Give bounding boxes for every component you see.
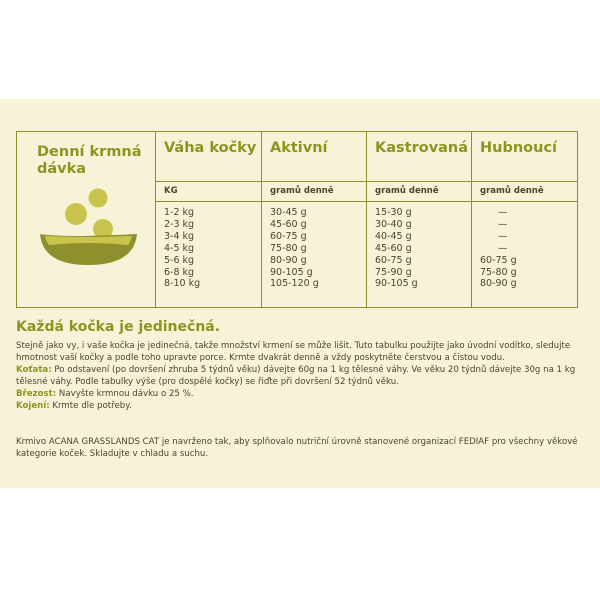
unit-active: gramů denně (262, 182, 367, 202)
header-active: Aktivní (262, 132, 367, 182)
cell: — (498, 218, 508, 230)
kittens-label: Koťata: (16, 365, 52, 375)
cell: 105-120 g (270, 278, 319, 290)
column-weight-loss (472, 202, 578, 308)
cell: 90-105 g (375, 278, 418, 290)
cell: 60-75 g (480, 254, 517, 266)
cell: 40-45 g (375, 230, 412, 242)
cell: 45-60 g (375, 242, 412, 254)
cell: 2-3 kg (164, 218, 195, 230)
cell: 4-5 kg (164, 242, 195, 254)
headline: Každá kočka je jedinečná. (16, 319, 221, 335)
cell: 75-80 g (270, 242, 307, 254)
cell: 30-45 g (270, 207, 307, 218)
header-neutered: Kastrovaná (367, 132, 472, 182)
cell: 80-90 g (270, 254, 307, 266)
unit-weight-loss: gramů denně (472, 182, 578, 202)
feeding-guide-panel (0, 99, 600, 488)
cell: 3-4 kg (164, 230, 195, 242)
column-active (262, 202, 367, 308)
header-weight: Váha kočky (156, 132, 262, 182)
unit-neutered: gramů denně (367, 182, 472, 202)
cell: 60-75 g (375, 254, 412, 266)
table-title: Denní krmná dávka (37, 144, 142, 177)
lactation-paragraph (16, 401, 582, 413)
cell: 5-6 kg (164, 254, 195, 266)
cell: 80-90 g (480, 278, 517, 290)
pregnancy-label: Březost: (16, 389, 57, 399)
food-bowl-icon (39, 187, 139, 267)
cell: 6-8 kg (164, 266, 195, 278)
cell: 75-90 g (375, 266, 412, 278)
unit-weight: KG (156, 182, 262, 202)
header-weight-loss: Hubnoucí (472, 132, 578, 182)
cell: 90-105 g (270, 266, 313, 278)
feeding-table (16, 131, 578, 308)
column-neutered (367, 202, 472, 308)
cell: 1-2 kg (164, 207, 195, 218)
kittens-text: Po odstavení (po dovršení zhruba 5 týdnů věku) dávejte 60g na 1 kg tělesné váhy. Ve věku 20 týdnů dávejte 30g na 1 kg tělesné váhy. Podle tabulky výše (pro dospělé kočky) se řiďte při dovršení 52 týdnů věku. (16, 365, 576, 387)
lactation-text: Krmte dle potřeby. (49, 401, 132, 411)
cell: — (498, 207, 508, 218)
cell: 8-10 kg (164, 278, 201, 290)
cell: — (498, 230, 508, 242)
cell: 45-60 g (270, 218, 307, 230)
cell: 15-30 g (375, 207, 412, 218)
pregnancy-text: Navyšte krmnou dávku o 25 %. (56, 389, 194, 399)
pregnancy-paragraph (16, 389, 582, 401)
table-title-cell (17, 132, 156, 308)
footer-paragraph: Krmivo ACANA GRASSLANDS CAT je navrženo tak, aby splňovalo nutriční úrovně stanovené organizací FEDIAF pro všechny věkové kategorie koček. Skladujte v chladu a suchu. (16, 437, 578, 459)
column-weight (156, 202, 262, 308)
intro-paragraph: Stejně jako vy, i vaše kočka je jedinečná, takže množství krmení se může lišit. Tuto tabulku použijte jako úvodní vodítko, sledujte hmotnost vaší kočky a podle toho upravte porce. Krmte dvakrát denně a vždy poskytněte čerstvou a čistou vodu. (16, 341, 571, 363)
cell: 75-80 g (480, 266, 517, 278)
cell: 30-40 g (375, 218, 412, 230)
cell: 60-75 g (270, 230, 307, 242)
cell: — (498, 242, 508, 254)
kittens-paragraph (16, 365, 582, 388)
lactation-label: Kojení: (16, 401, 50, 411)
